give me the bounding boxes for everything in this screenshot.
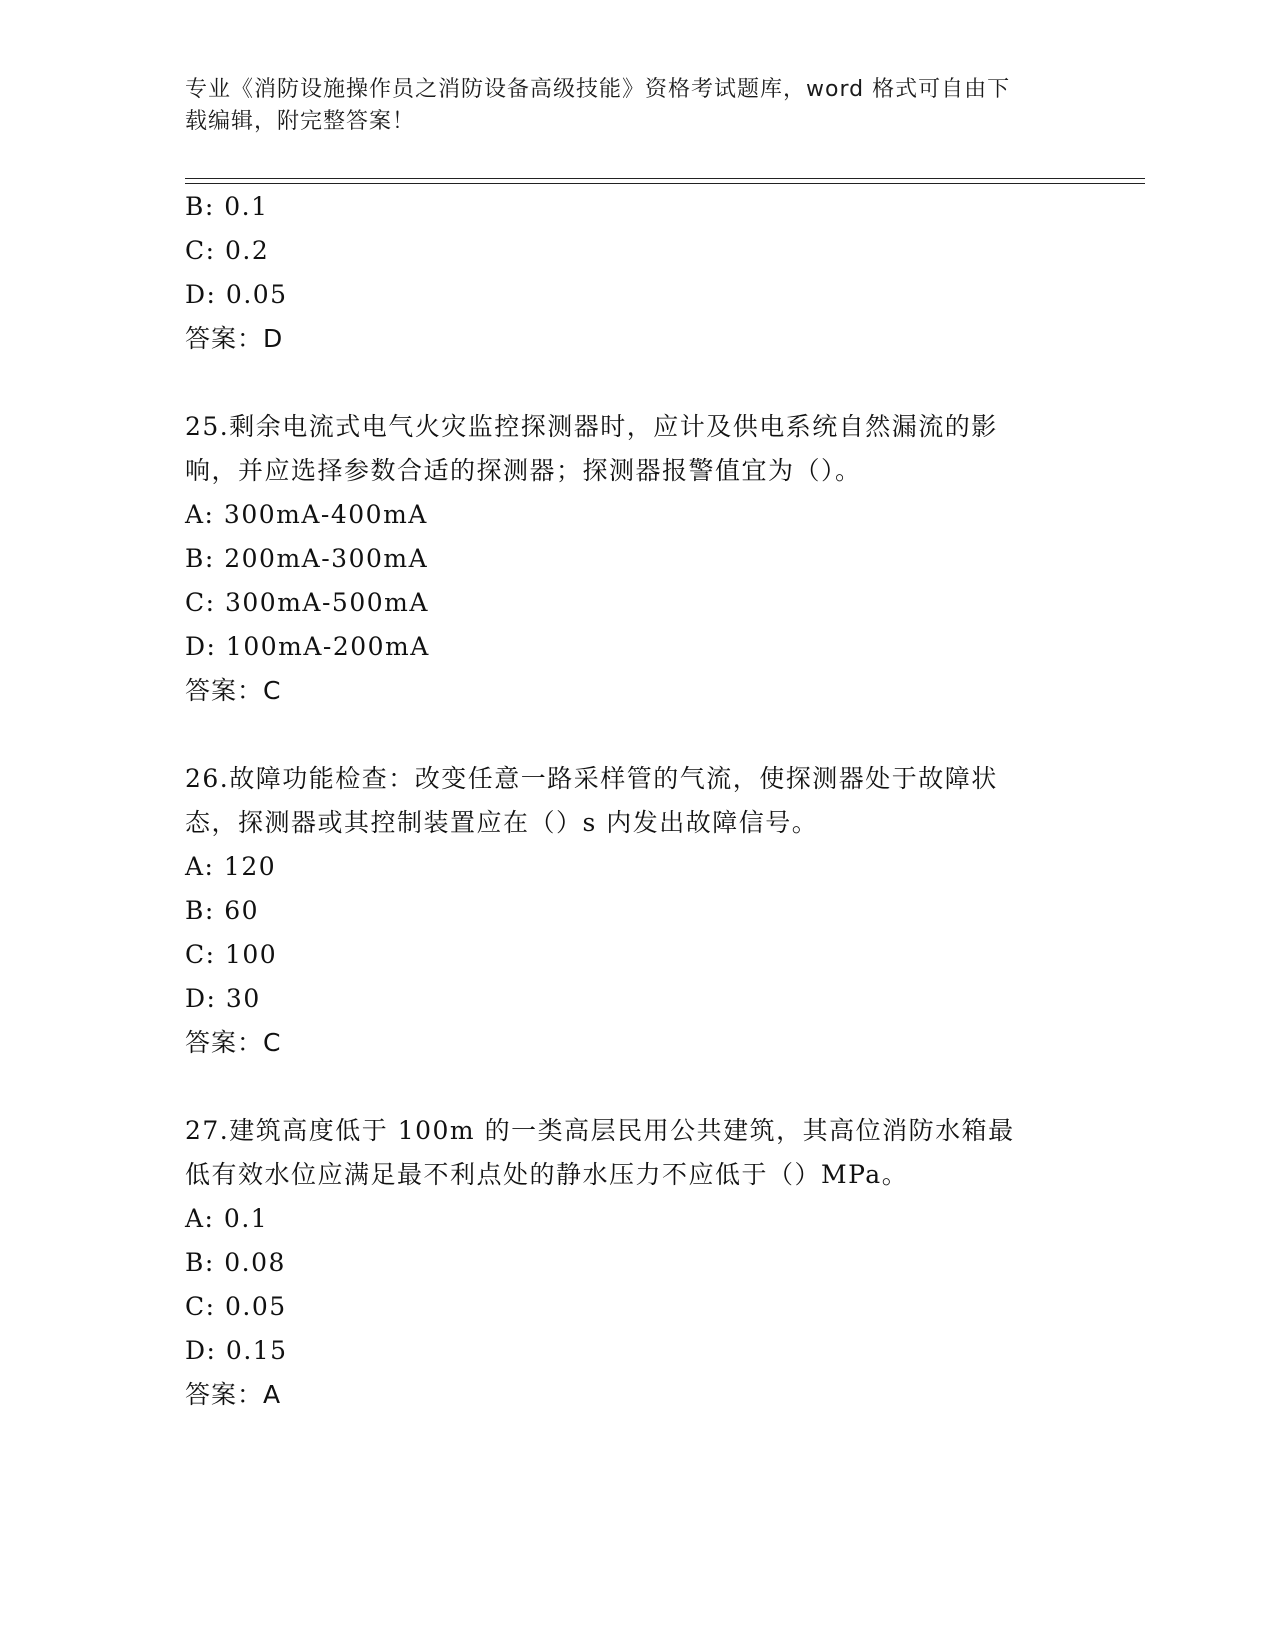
q26-option-c: C: 100 — [185, 940, 278, 969]
header-line-1: 专业《消防设施操作员之消防设备高级技能》资格考试题库，word 格式可自由下 — [185, 77, 1011, 102]
q27-stem-line-1: 27.建筑高度低于 100m 的一类高层民用公共建筑，其高位消防水箱最 — [185, 1116, 1015, 1145]
header-line-2: 载编辑，附完整答案！ — [185, 109, 416, 134]
q26-option-d: D: 30 — [185, 984, 261, 1013]
q25-stem-line-1: 25.剩余电流式电气火灾监控探测器时，应计及供电系统自然漏流的影 — [185, 412, 998, 441]
q26-stem-line-1: 26.故障功能检查：改变任意一路采样管的气流，使探测器处于故障状 — [185, 764, 998, 793]
q25-option-a: A: 300mA-400mA — [185, 500, 428, 529]
q25-option-b: B: 200mA-300mA — [185, 544, 429, 573]
q26-stem-line-2: 态，探测器或其控制装置应在（）s 内发出故障信号。 — [185, 808, 819, 837]
q26-option-b: B: 60 — [185, 896, 260, 925]
prev-option-d: D: 0.05 — [185, 280, 288, 309]
header-rule-bottom — [185, 183, 1145, 184]
q27-option-d: D: 0.15 — [185, 1336, 288, 1365]
prev-option-b: B: 0.1 — [185, 192, 269, 221]
prev-answer: 答案：D — [185, 324, 284, 353]
q25-option-c: C: 300mA-500mA — [185, 588, 429, 617]
q25-stem-line-2: 响，并应选择参数合适的探测器；探测器报警值宜为（）。 — [185, 456, 862, 485]
q25-answer: 答案：C — [185, 676, 282, 705]
q27-stem-line-2: 低有效水位应满足最不利点处的静水压力不应低于（）MPa。 — [185, 1160, 909, 1189]
page-header — [185, 74, 1065, 138]
q27-option-a: A: 0.1 — [185, 1204, 269, 1233]
q26-answer: 答案：C — [185, 1028, 282, 1057]
q27-option-c: C: 0.05 — [185, 1292, 287, 1321]
q26-option-a: A: 120 — [185, 852, 277, 881]
header-rule-top — [185, 178, 1145, 179]
q25-option-d: D: 100mA-200mA — [185, 632, 430, 661]
prev-option-c: C: 0.2 — [185, 236, 270, 265]
q27-option-b: B: 0.08 — [185, 1248, 286, 1277]
q27-answer: 答案：A — [185, 1380, 282, 1409]
